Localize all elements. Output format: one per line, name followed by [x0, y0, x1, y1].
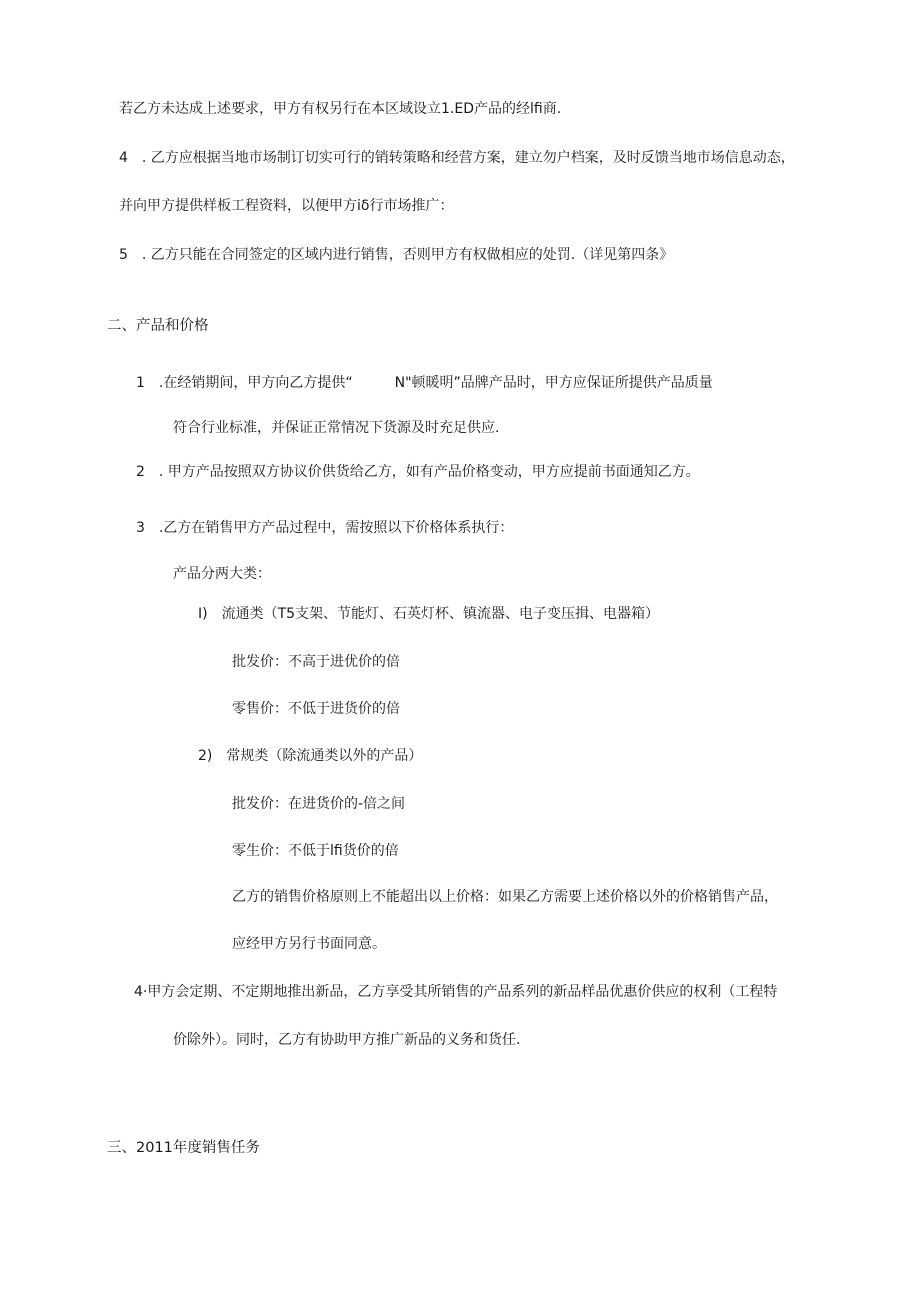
paragraph-line: 乙方的销售价格原则上不能超出以上价格：如果乙方需要上述价格以外的价格销售产品，: [232, 889, 778, 905]
section-heading: 二、产品和价格: [107, 318, 209, 334]
paragraph-line: 4 . 乙方应根据当地市场制订切实可行的销转策略和经营方案，建立勿户档案，及时反馈当地市场信息动态，: [119, 150, 795, 166]
paragraph-line: 4·甲方会定期、不定期地推出新品，乙方享受其所销售的产品系列的新品样品优惠价供应的权利（工程特: [134, 984, 778, 1000]
list-item: I) 流通类（T5支架、节能灯、石英灯杯、镇流器、电子变压揖、电器箱）: [198, 606, 660, 622]
paragraph-line: 1 .在经销期间，甲方向乙方提供“ N"顿暖明”品牌产品时，甲方应保证所提供产品质量: [136, 375, 713, 391]
section-heading: 三、2011年度销售任务: [107, 1140, 260, 1156]
paragraph-line: 应经甲方另行书面同意。: [232, 936, 386, 952]
paragraph-line: 产品分两大类：: [173, 566, 271, 582]
paragraph-line: 5 . 乙方只能在合同签定的区域内进行销售，否则甲方有权做相应的处罚.（详见第四条》: [119, 247, 674, 263]
paragraph-line: 2 . 甲方产品按照双方协议价供货给乙方，如有产品价格变动，甲方应提前书面通知乙方。: [136, 464, 700, 480]
paragraph-line: 若乙方未达成上述要求，甲方有权另行在本区域设立1.ED产品的经lfi商.: [119, 101, 562, 117]
price-rule: 零售价：不低于进货价的倍: [232, 701, 400, 717]
paragraph-line: 并向甲方提供样板工程资料，以便甲方iδ行市场推广：: [119, 198, 454, 214]
paragraph-line: 价除外）。同时，乙方有协助甲方推广新品的义务和货任.: [173, 1032, 521, 1048]
price-rule: 批发价：在进货价的-倍之间: [232, 796, 406, 812]
paragraph-line: 符合行业标准，并保证正常情况下货源及时充足供应.: [173, 420, 500, 436]
price-rule: 零生价：不低于lfi货价的倍: [232, 843, 399, 859]
paragraph-line: 3 .乙方在销售甲方产品过程中，需按照以下价格体系执行：: [136, 520, 514, 536]
list-item: 2) 常规类（除流通类以外的产品）: [198, 748, 423, 764]
price-rule: 批发价：不高于进优价的倍: [232, 654, 400, 670]
